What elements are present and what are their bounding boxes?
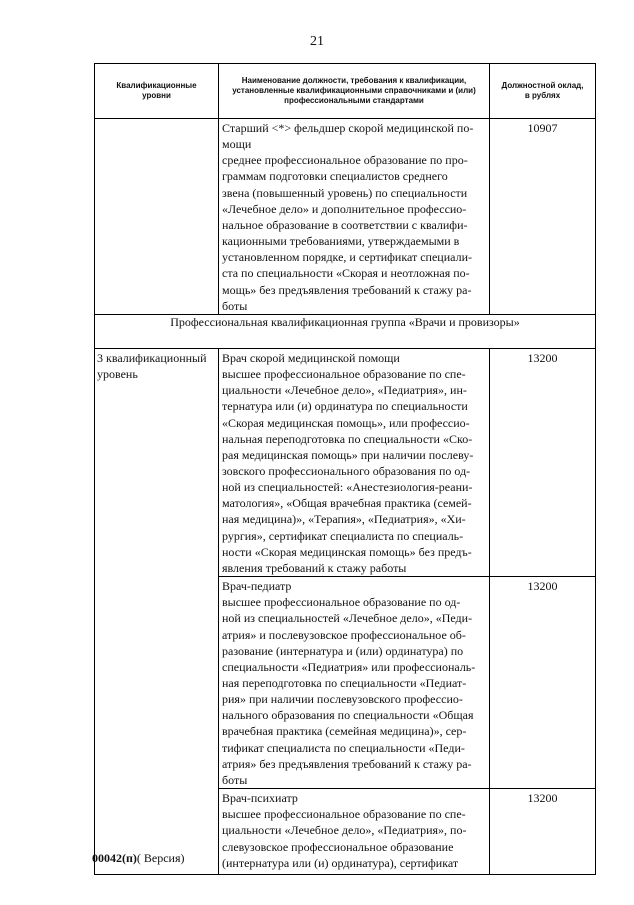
- header-level: Квалификационные уровни: [95, 64, 219, 119]
- position-text-senior-feldsher: Старший <*> фельдшер скорой медицинской по- мощи среднее профессиональное образование по про- граммам подготовки специалистов среднего звена (повышенный уровень) по специальности «Лечебное дело» и дополнительное профессио- нальное образование в соответствии с квалифи- кационными требованиями, утверждаемыми в установленном порядке, и сертификат специали- ста по специальности «Скорая и неотложная по- мощь» без предъявления требований к стажу ра- боты: [222, 121, 474, 313]
- level-cell: [95, 348, 219, 874]
- header-salary: Должностной оклад, в рублях: [490, 64, 596, 119]
- position-cell: [219, 348, 490, 576]
- position-text-pediatrician: Врач-педиатр высшее профессиональное образование по од- ной из специальностей «Лечебное дело», «Педи- атрия» и послевузовское профессиональное об- разование (интернатура и (или) ординатура) по специальности «Педиатрия» или профессиональ- ная переподготовка по специальности «Педиат- рия» при наличии послевузовского профессио- нального образования по специальности «Общая врачебная практика (семейная медицина)», сер- тификат специалиста по специальности «Педи- атрия» без предъявления требований к стажу ра- боты: [222, 579, 476, 787]
- salary-senior-feldsher: 10907: [527, 121, 558, 135]
- salary-cell: [490, 119, 596, 315]
- group-title-row: [95, 314, 596, 348]
- salary-emergency-doctor: 13200: [527, 350, 558, 365]
- group-title: Профессиональная квалификационная группа «Врачи и провизоры»: [95, 314, 596, 348]
- header-position: Наименование должности, требования к квалификации, установленные квалификационными справочниками и (или) профессиональными стандартами: [219, 64, 490, 119]
- position-text-psychiatrist: Врач-психиатр высшее профессиональное образование по спе- циальности «Лечебное дело», «Педиатрия», по- слевузовское профессиональное образование (интернатура или (и) ординатура), сертификат: [222, 791, 467, 870]
- position-text-emergency-doctor: Врач скорой медицинской помощи высшее профессиональное образование по спе- циальности «Лечебное дело», «Педиатрия», ин- тернатура или (и) ординатура по специальности «Скорая медицинская помощь», или профессио- нальная переподготовка по специальности «Ско- рая медицинская помощь» при наличии послеву- зовского профессионального образования по од- ной из специальностей: «Анестезиология-реани- матология», «Общая врачебная практика (семей- ная медицина)», «Терапия», «Педиатрия», «Хи- рургия», сертификат специалиста по специаль- ности «Скорая медицинская помощь» без предъ- явления требований к стажу работы: [222, 350, 474, 575]
- salary-psychiatrist: 13200: [527, 791, 558, 806]
- footer-version: ( Версия): [136, 851, 185, 865]
- position-cell: [219, 577, 490, 789]
- footer-code: 00042(п): [92, 851, 137, 865]
- footer-document-code: [92, 851, 185, 866]
- salary-pediatrician: 13200: [527, 579, 558, 594]
- salary-cell: [490, 577, 596, 789]
- level-label: 3 квалификационный уровень: [97, 350, 207, 382]
- table-row: [95, 119, 596, 315]
- page-number: 21: [310, 34, 324, 49]
- salary-table: [94, 63, 596, 875]
- table-row: [95, 348, 596, 576]
- position-cell: [219, 119, 490, 315]
- position-cell: [219, 789, 490, 875]
- table-header-row: [95, 64, 596, 119]
- salary-cell: [490, 789, 596, 875]
- salary-cell: [490, 348, 596, 576]
- level-cell-empty: [95, 119, 219, 315]
